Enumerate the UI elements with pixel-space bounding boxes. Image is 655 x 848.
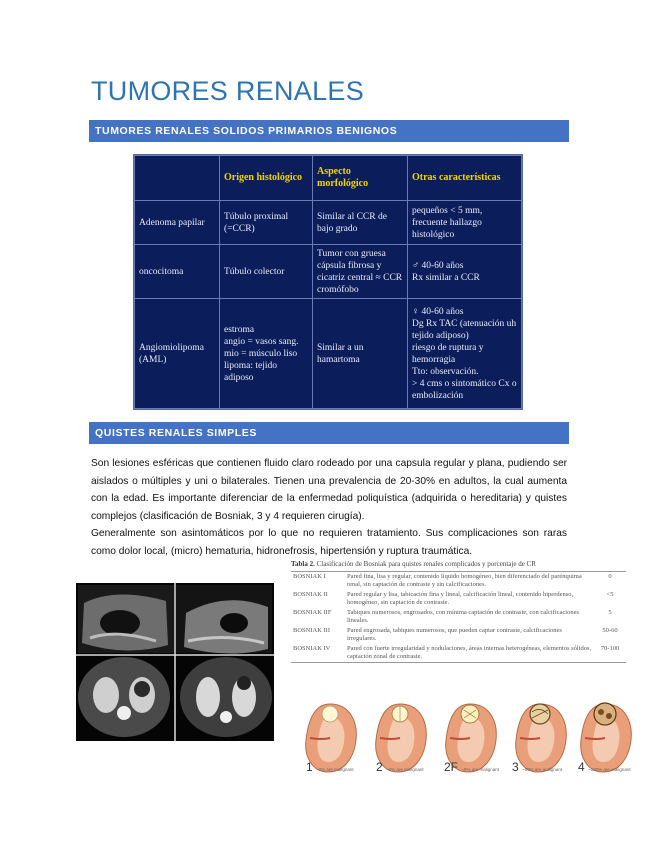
kidney-label-number: 2F bbox=[444, 760, 459, 774]
bosniak-class: BOSNIAK IV bbox=[293, 645, 331, 652]
kidney-label-3 bbox=[512, 760, 562, 774]
row-other-line: ♀ 40-60 años bbox=[412, 306, 464, 317]
kidney-label-note: ~0% are malignant bbox=[386, 767, 424, 772]
row-origin-line: lipoma: tejido adiposo bbox=[224, 360, 278, 383]
kidney-label-number: 3 bbox=[512, 760, 519, 774]
row-other bbox=[408, 245, 522, 299]
kidney-label-2f bbox=[444, 760, 499, 774]
section-heading-benign-tumors: TUMORES RENALES SOLIDOS PRIMARIOS BENIGNOS bbox=[89, 120, 569, 142]
bosniak-desc: Tabiques numerosos, engrosados, con mínima captación de contraste, con calcificaciones lineales. bbox=[347, 609, 580, 624]
table-header-origin: Origen histológico bbox=[220, 156, 313, 201]
table-row bbox=[291, 626, 626, 644]
row-origin-line: estroma bbox=[224, 324, 255, 335]
medical-imaging-collage bbox=[76, 583, 274, 741]
bosniak-desc: Pared fina, lisa y regular, contenido líquido homogéneo, bien diferenciado del parénquima renal, sin captación de contraste y sin calcificaciones. bbox=[347, 573, 582, 588]
row-name: Angiomiolipoma (AML) bbox=[135, 299, 220, 409]
table-header-aspect: Aspecto morfológico bbox=[313, 156, 408, 201]
row-other-line: riesgo de ruptura y hemorragia bbox=[412, 342, 484, 365]
table-row bbox=[135, 245, 522, 299]
row-origin-line: angio = vasos sang. bbox=[224, 336, 299, 347]
table-header-row bbox=[135, 156, 522, 201]
table-header-other: Otras características bbox=[408, 156, 522, 201]
table-row bbox=[291, 590, 626, 608]
row-name: oncocitoma bbox=[135, 245, 220, 299]
row-other-line: Rx similar a CCR bbox=[412, 272, 480, 283]
ultrasound-ct-images bbox=[76, 583, 274, 741]
bosniak-pct: 50-60 bbox=[602, 627, 618, 634]
bosniak-class: BOSNIAK I bbox=[293, 573, 326, 580]
row-other-line: ♂ 40-60 años bbox=[412, 260, 464, 271]
table-row bbox=[135, 299, 522, 409]
kidney-label-note: ~5% are malignant bbox=[461, 767, 500, 772]
kidney-label-note: ~0% are malignant bbox=[316, 767, 354, 772]
row-aspect: Similar al CCR de bajo grado bbox=[313, 201, 408, 245]
section-heading-simple-cysts: QUISTES RENALES SIMPLES bbox=[89, 422, 569, 444]
kidney-label-number: 2 bbox=[376, 760, 383, 774]
row-other-line: Tto: observación. bbox=[412, 366, 479, 377]
kidney-label-4 bbox=[578, 760, 631, 774]
kidney-label-note: ~50% are malignant bbox=[522, 767, 563, 772]
bosniak-class: BOSNIAK II bbox=[293, 591, 328, 598]
row-other-line: > 4 cms o sintomático Cx o embolización bbox=[412, 378, 517, 401]
bosniak-desc: Pared engrosada, tabiques numerosos, que pueden captar contraste, calcificaciones irregulares. bbox=[347, 627, 562, 642]
paragraph: Generalmente son asintomáticos por lo que no requieren tratamiento. Sus complicaciones son raras como dolor local, (micro) hematuria, hidronefrosis, hipertensión y ruptura traumática. bbox=[91, 528, 567, 557]
table-row bbox=[135, 201, 522, 245]
row-origin bbox=[220, 299, 313, 409]
row-name: Adenoma papilar bbox=[135, 201, 220, 245]
table-header-cell bbox=[135, 156, 220, 201]
row-other: pequeños < 5 mm, frecuente hallazgo histológico bbox=[408, 201, 522, 245]
kidney-label-2 bbox=[376, 760, 424, 774]
row-origin: Túbulo colector bbox=[220, 245, 313, 299]
benign-tumor-table bbox=[133, 154, 523, 410]
bosniak-caption-text: Clasificación de Bosniak para quistes renales complicados y porcentaje de CR bbox=[316, 560, 536, 568]
bosniak-table bbox=[291, 560, 626, 663]
table-row bbox=[291, 572, 626, 591]
cyst-description bbox=[91, 455, 567, 560]
row-other bbox=[408, 299, 522, 409]
table-row bbox=[291, 608, 626, 626]
bosniak-caption bbox=[291, 560, 626, 568]
bosniak-desc: Pared regular y lisa, tabicación fina y lineal, calcificación lineal, contenido hiperdenso, homogéneo, sin captación de contraste. bbox=[347, 591, 574, 606]
bosniak-pct: 0 bbox=[608, 573, 612, 580]
kidney-label-1 bbox=[306, 760, 354, 774]
row-origin-line: mio = músculo liso bbox=[224, 348, 298, 359]
kidney-label-note: ~100% are malignant bbox=[588, 767, 631, 772]
bosniak-pct: 70-100 bbox=[600, 645, 620, 652]
table-row bbox=[291, 644, 626, 663]
bosniak-pct: <5 bbox=[606, 591, 614, 598]
kidney-label-number: 4 bbox=[578, 760, 585, 774]
row-aspect: Similar a un hamartoma bbox=[313, 299, 408, 409]
kidney-label-number: 1 bbox=[306, 760, 313, 774]
row-origin: Túbulo proximal (=CCR) bbox=[220, 201, 313, 245]
paragraph: Son lesiones esféricas que contienen fluido claro rodeado por una capsula regular y plana, pudiendo ser aislados o múltiples y uni o bilaterales. Tienen una prevalencia de 20-30% en adultos, la cual aumenta con la edad. Es importante diferenciar de la enfermedad poliquística (adquirida o hereditaria) y quistes complejos (clasificación de Bosniak, 3 y 4 requieren cirugía). bbox=[91, 458, 567, 522]
bosniak-desc: Pared con fuerte irregularidad y nodulaciones, áreas internas heterogéneas, elementos sólidos, captación zonal de contraste. bbox=[347, 645, 592, 660]
bosniak-class: BOSNIAK IIF bbox=[293, 609, 332, 616]
row-aspect: Tumor con gruesa cápsula fibrosa y cicatriz central ≈ CCR cromófobo bbox=[313, 245, 408, 299]
page-title: TUMORES RENALES bbox=[91, 76, 365, 106]
bosniak-class: BOSNIAK III bbox=[293, 627, 331, 634]
bosniak-caption-label: Tabla 2. bbox=[291, 560, 315, 568]
bosniak-pct: 5 bbox=[608, 609, 612, 616]
row-other-line: Dg Rx TAC (atenuación uh tejido adiposo) bbox=[412, 318, 517, 341]
